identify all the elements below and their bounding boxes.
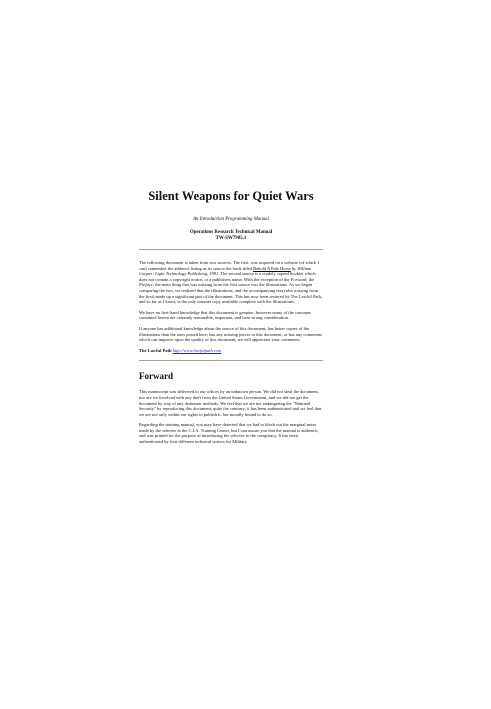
forward-ref: Forward — [290, 276, 307, 282]
book-title-link[interactable]: Behold A Pale Horse — [253, 265, 291, 271]
manual-number: TW-SW7905.1 — [215, 236, 247, 241]
document-title: Silent Weapons for Quiet Wars — [148, 189, 314, 203]
intro-paragraph-3: If anyone has additional knowledge about the source of this document; has better copies of the illustrations than the ones posted here; has any missing pieces to this document, or has any comments which can improve upon the quality of this document, we will appreciate your comments. — [139, 325, 322, 343]
forward-paragraph-1: This manuscript was delivered to our offices by an unknown person. We did not steal the document, nor are we involved with any theft from the United States Government, and we did not get the document by way of any dishonest methods. We feel that we are not endangering the "National Security" by reproducing this document, quite the contrary; it has been authenticated and we feel that we are not only within our rights to publish it, but morally bound to do so. — [139, 389, 322, 417]
signature — [139, 348, 323, 354]
intro-paragraph-2: We have no first-hand knowledge that this document is genuine, however many of the concepts contained herein are certainly reasonable, important, and bear strong consideration. — [139, 309, 311, 321]
manual-name: Operations Research Technical Manual — [189, 230, 273, 235]
intro-paragraph-1 — [139, 260, 323, 305]
forward-paragraph-2: Regarding the training manual, you may have detected that we had to block out the marginal notes made by the selectee at the C.I.A. Training Center, but I can assure you that the manual is authentic, and was printed for the purpose of introducing the selectee to the conspiracy. It has been authenticated by four different technical writers for Military — [139, 422, 319, 445]
document-content — [139, 189, 323, 450]
intro-text: The following document is taken from two sources. The first, was acquired on a website (of which I can't remember the address) listing as its source the book titled — [139, 260, 319, 271]
intro-text: , the — [306, 276, 315, 282]
preface-ref: Preface — [139, 282, 153, 288]
manual-designation — [139, 230, 323, 242]
intro-text: . The second source is a crudely copied booklet which does not contain a copyright notice, or a publishers name. With the exception of the — [139, 271, 316, 282]
signature-link[interactable]: http://www.lawfulpath.com — [172, 347, 222, 353]
forward-heading: Forward — [139, 371, 173, 382]
book-citation: by William Cooper; Light Technology Publishing, 1991 — [139, 265, 312, 277]
horizontal-divider — [139, 249, 323, 250]
horizontal-divider — [139, 360, 323, 361]
document-subtitle: An Introduction Programming Manual — [193, 217, 269, 222]
intro-text: , the main thing that was missing from the first source was the illustrations. As we began comparing the two, we realized that the illustrations, and the accompanying text (also missing from the first) made up a significant part of the document. This has now been restored by The Lawful Path, and so far as I know, is the only internet copy available complete with the illustrations. — [139, 282, 323, 305]
signature-name: The Lawful Path — [139, 347, 172, 353]
